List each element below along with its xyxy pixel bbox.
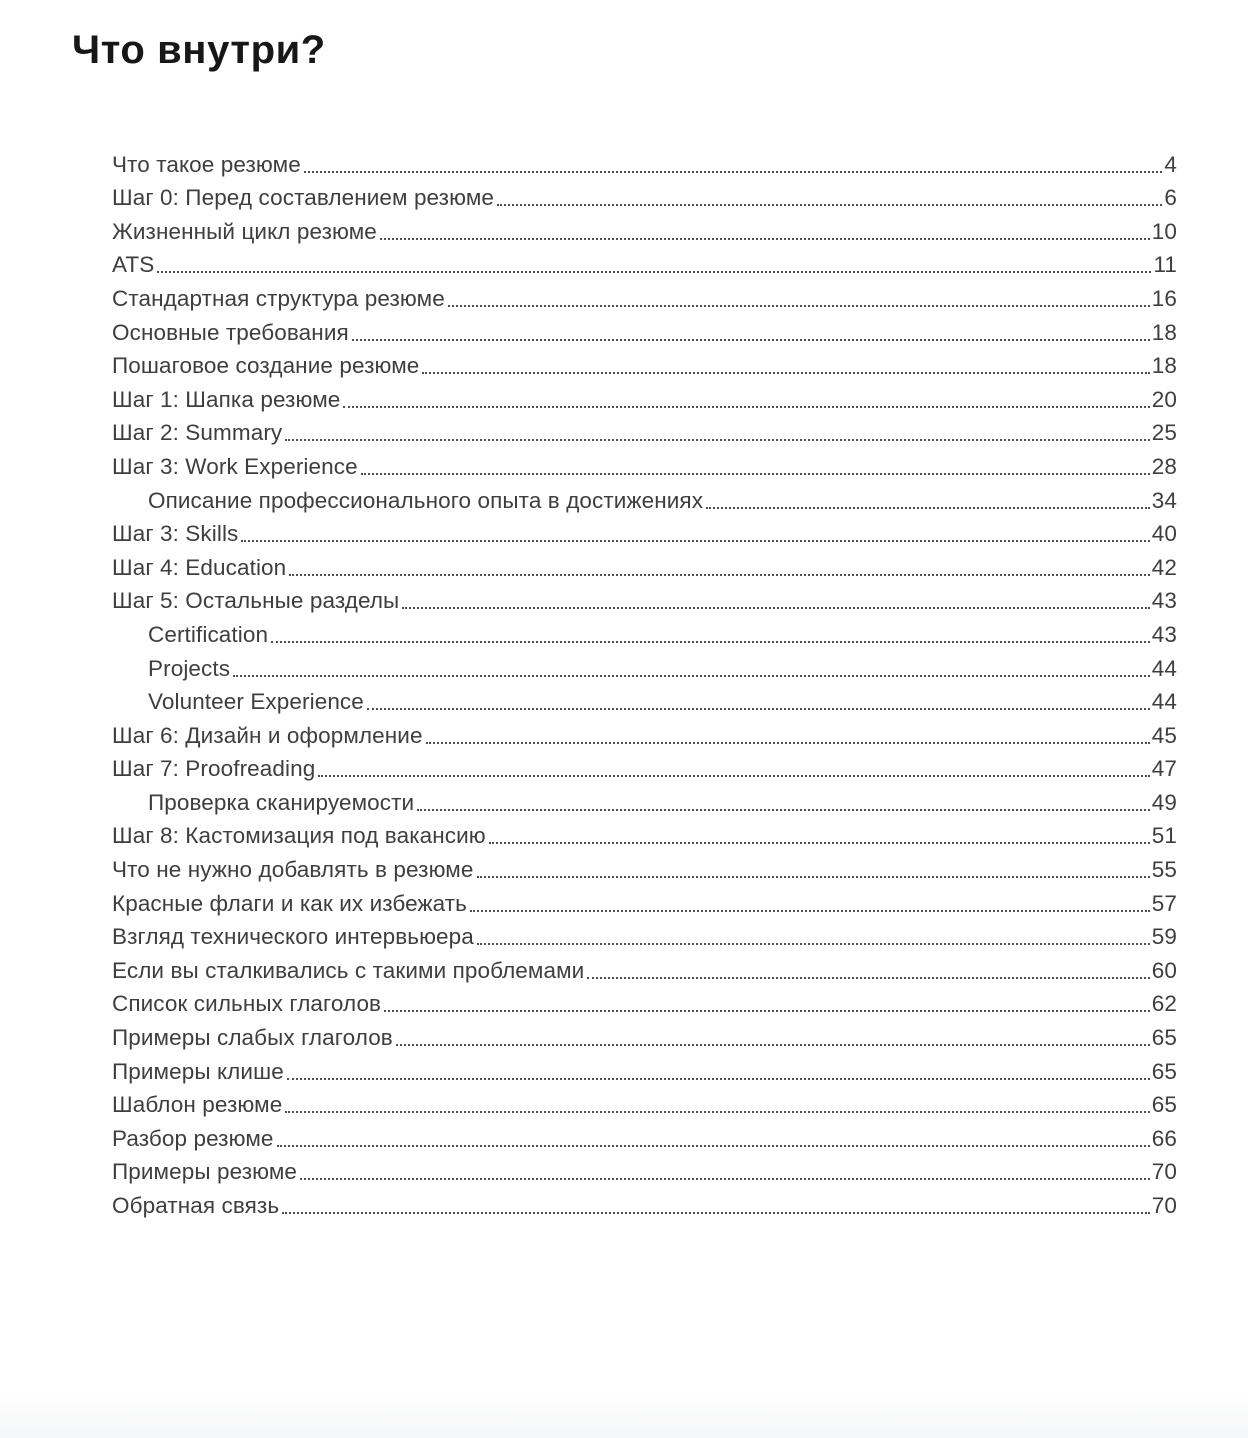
toc-entry-label: Volunteer Experience: [148, 689, 364, 715]
toc-dot-leader: [318, 775, 1149, 777]
toc-entry[interactable]: [112, 1017, 1177, 1051]
toc-entry-label: Шаблон резюме: [112, 1092, 283, 1118]
toc-entry-label: Взгляд технического интервьюера: [112, 924, 474, 950]
toc-entry[interactable]: [112, 682, 1177, 716]
toc-dot-leader: [417, 809, 1150, 811]
toc-entry-page-number: 62: [1151, 991, 1177, 1017]
toc-dot-leader: [470, 910, 1150, 912]
toc-entry-page-number: 57: [1151, 890, 1177, 916]
toc-entry[interactable]: [112, 984, 1177, 1018]
toc-dot-leader: [448, 305, 1150, 307]
toc-entry[interactable]: [112, 1185, 1177, 1219]
toc-entry[interactable]: [112, 245, 1177, 279]
toc-entry[interactable]: [112, 1085, 1177, 1119]
toc-entry-page-number: 65: [1151, 1092, 1177, 1118]
toc-entry-label: Обратная связь: [112, 1193, 280, 1218]
toc-entry-page-number: 18: [1151, 353, 1177, 379]
toc-dot-leader: [426, 742, 1150, 744]
toc-entry[interactable]: [112, 211, 1177, 245]
toc-entry-label: Шаг 5: Остальные разделы: [112, 588, 400, 614]
toc-entry-label: Жизненный цикл резюме: [112, 218, 377, 244]
toc-entry[interactable]: [112, 648, 1177, 682]
toc-dot-leader: [380, 238, 1150, 240]
toc-dot-leader: [233, 675, 1150, 677]
toc-dot-leader: [497, 204, 1162, 206]
toc-entry-page-number: 47: [1151, 756, 1177, 782]
toc-entry-label: Шаг 2: Summary: [112, 420, 283, 446]
toc-entry-page-number: 11: [1153, 252, 1177, 278]
toc-entry-page-number: 28: [1151, 453, 1177, 479]
toc-entry-page-number: 20: [1151, 386, 1177, 412]
toc-entry[interactable]: [112, 816, 1177, 850]
toc-entry[interactable]: [112, 782, 1177, 816]
table-of-contents: [112, 144, 1177, 1219]
toc-dot-leader: [422, 372, 1149, 374]
toc-dot-leader: [271, 641, 1150, 643]
toc-dot-leader: [241, 540, 1149, 542]
toc-entry-page-number: 44: [1151, 655, 1177, 681]
toc-dot-leader: [706, 507, 1150, 509]
toc-entry-page-number: 4: [1164, 151, 1177, 177]
toc-dot-leader: [285, 1111, 1149, 1113]
toc-entry-page-number: 10: [1151, 218, 1177, 244]
toc-dot-leader: [367, 708, 1150, 710]
toc-entry-page-number: 25: [1151, 420, 1177, 446]
toc-entry-label: Проверка сканируемости: [148, 789, 415, 815]
toc-dot-leader: [289, 574, 1149, 576]
toc-dot-leader: [287, 1078, 1150, 1080]
toc-entry-page-number: 6: [1164, 185, 1177, 211]
toc-entry-label: Шаг 7: Proofreading: [112, 756, 316, 782]
toc-entry[interactable]: [112, 278, 1177, 312]
toc-entry-label: Шаг 3: Work Experience: [112, 453, 358, 479]
toc-dot-leader: [587, 977, 1149, 979]
toc-entry-label: Описание профессионального опыта в достижениях: [148, 487, 704, 513]
toc-dot-leader: [282, 1212, 1150, 1214]
toc-entry-page-number: 70: [1151, 1159, 1177, 1185]
toc-entry-page-number: 34: [1151, 487, 1177, 513]
toc-entry[interactable]: [112, 614, 1177, 648]
toc-entry[interactable]: [112, 379, 1177, 413]
toc-dot-leader: [489, 842, 1150, 844]
toc-dot-leader: [361, 473, 1150, 475]
toc-entry-page-number: 43: [1151, 588, 1177, 614]
toc-dot-leader: [477, 943, 1150, 945]
toc-entry-label: ATS: [112, 252, 155, 278]
toc-entry[interactable]: [112, 144, 1177, 178]
toc-entry-label: Projects: [148, 655, 231, 681]
toc-entry-label: Разбор резюме: [112, 1125, 274, 1151]
toc-entry[interactable]: [112, 917, 1177, 951]
toc-dot-leader: [285, 439, 1149, 441]
toc-dot-leader: [396, 1044, 1150, 1046]
toc-entry-page-number: 65: [1151, 1058, 1177, 1084]
toc-entry[interactable]: [112, 178, 1177, 212]
toc-entry-page-number: 40: [1151, 521, 1177, 547]
toc-entry-page-number: 18: [1151, 319, 1177, 345]
toc-entry[interactable]: [112, 849, 1177, 883]
toc-entry-label: Стандартная структура резюме: [112, 285, 445, 311]
toc-entry-label: Что не нужно добавлять в резюме: [112, 857, 474, 883]
toc-entry[interactable]: [112, 1118, 1177, 1152]
toc-entry-label: Шаг 4: Education: [112, 554, 287, 580]
toc-entry[interactable]: [112, 514, 1177, 548]
toc-entry-label: Шаг 1: Шапка резюме: [112, 386, 341, 412]
toc-entry-label: Примеры слабых глаголов: [112, 1025, 393, 1051]
toc-dot-leader: [352, 339, 1150, 341]
toc-entry[interactable]: [112, 1152, 1177, 1186]
toc-entry[interactable]: [112, 480, 1177, 514]
toc-entry-label: Шаг 8: Кастомизация под вакансию: [112, 823, 486, 849]
toc-entry-page-number: 51: [1151, 823, 1177, 849]
toc-entry-label: Примеры резюме: [112, 1159, 298, 1185]
toc-dot-leader: [157, 271, 1151, 273]
toc-entry[interactable]: [112, 749, 1177, 783]
toc-dot-leader: [343, 406, 1149, 408]
toc-dot-leader: [384, 1010, 1150, 1012]
toc-dot-leader: [304, 171, 1163, 173]
toc-entry[interactable]: [112, 1051, 1177, 1085]
toc-entry-page-number: 70: [1151, 1193, 1177, 1218]
toc-entry[interactable]: [112, 581, 1177, 615]
toc-entry[interactable]: [112, 950, 1177, 984]
toc-entry-label: Примеры клише: [112, 1058, 284, 1084]
toc-entry[interactable]: [112, 413, 1177, 447]
toc-entry-page-number: 16: [1151, 285, 1177, 311]
toc-dot-leader: [402, 607, 1149, 609]
toc-entry[interactable]: [112, 883, 1177, 917]
toc-entry[interactable]: [112, 547, 1177, 581]
toc-dot-leader: [300, 1178, 1150, 1180]
toc-entry-label: Шаг 6: Дизайн и оформление: [112, 722, 423, 748]
toc-entry-page-number: 44: [1151, 689, 1177, 715]
toc-entry[interactable]: [112, 312, 1177, 346]
toc-entry-label: Пошаговое создание резюме: [112, 353, 420, 379]
toc-entry-page-number: 60: [1151, 957, 1177, 983]
toc-entry-label: Красные флаги и как их избежать: [112, 890, 467, 916]
toc-entry-page-number: 55: [1151, 857, 1177, 883]
toc-entry-page-number: 65: [1151, 1025, 1177, 1051]
toc-entry[interactable]: [112, 446, 1177, 480]
toc-entry-page-number: 49: [1151, 789, 1177, 815]
toc-entry-page-number: 45: [1151, 722, 1177, 748]
toc-entry-label: Certification: [148, 621, 269, 647]
page-title: Что внутри?: [72, 28, 326, 72]
toc-dot-leader: [477, 876, 1150, 878]
toc-entry-page-number: 66: [1151, 1125, 1177, 1151]
toc-entry-label: Шаг 3: Skills: [112, 521, 239, 547]
toc-entry-label: Основные требования: [112, 319, 349, 345]
toc-entry-label: Если вы сталкивались с такими проблемами: [112, 957, 585, 983]
toc-entry-page-number: 42: [1151, 554, 1177, 580]
toc-entry[interactable]: [112, 346, 1177, 380]
toc-entry-page-number: 59: [1151, 924, 1177, 950]
toc-entry-page-number: 43: [1151, 621, 1177, 647]
toc-entry-label: Что такое резюме: [112, 151, 301, 177]
toc-entry[interactable]: [112, 715, 1177, 749]
toc-entry-label: Шаг 0: Перед составлением резюме: [112, 185, 494, 211]
toc-entry-label: Список сильных глаголов: [112, 991, 382, 1017]
toc-dot-leader: [277, 1145, 1150, 1147]
